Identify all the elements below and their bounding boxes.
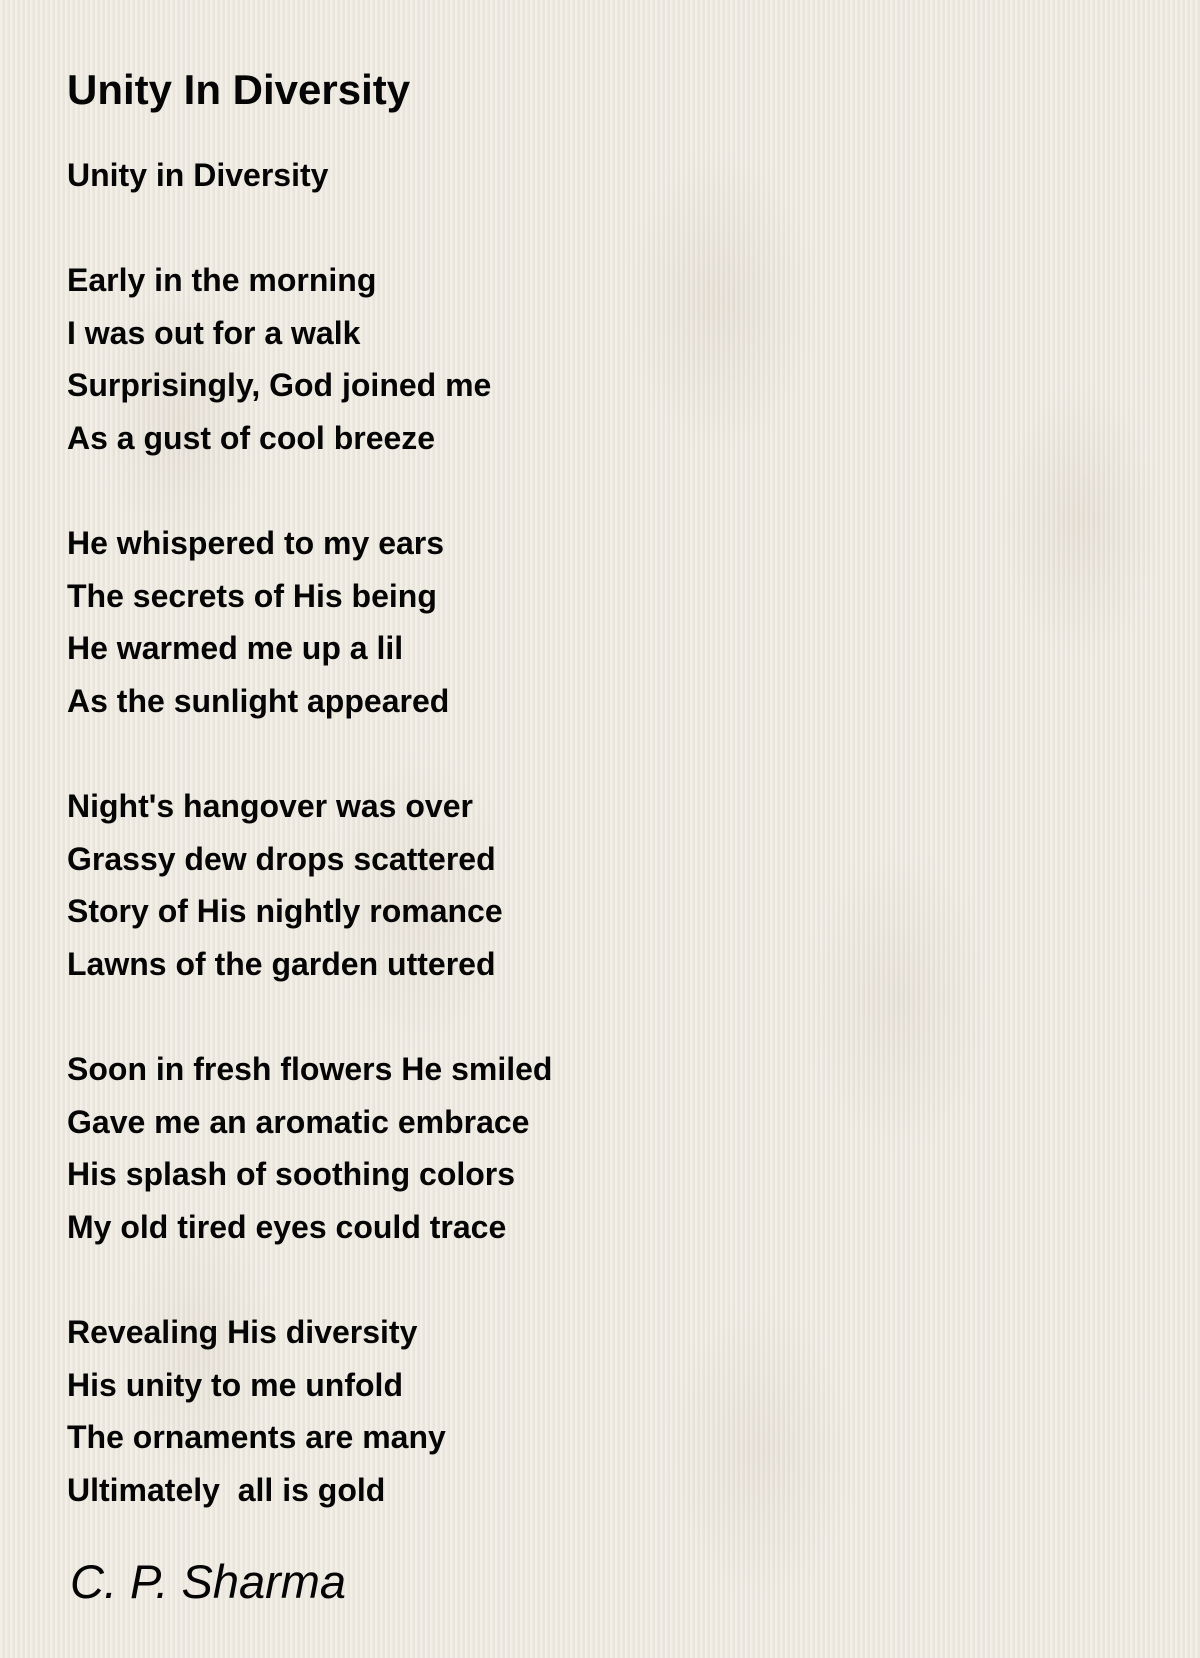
poem-line: Grassy dew drops scattered — [67, 840, 496, 877]
poem-line: Revealing His diversity — [67, 1314, 418, 1351]
stanza — [67, 517, 552, 727]
author-name: C. P. Sharma — [70, 1555, 347, 1608]
poem-line: Night's hangover was over — [67, 788, 473, 825]
poem-line: Surprisingly, God joined me — [67, 367, 492, 404]
poem-line: As the sunlight appeared — [67, 682, 450, 719]
poem-title: Unity In Diversity — [67, 66, 411, 113]
stanza — [67, 780, 552, 990]
stanzas — [67, 202, 552, 1517]
stanza-gap — [67, 465, 552, 518]
poem-line: Soon in fresh flowers He smiled — [67, 1051, 553, 1088]
stanza-gap — [67, 1253, 552, 1306]
stanza-gap — [67, 728, 552, 781]
poem-body — [67, 149, 552, 1516]
stanza — [67, 254, 552, 464]
poem-line: I was out for a walk — [67, 314, 361, 351]
poem-line: His splash of soothing colors — [67, 1156, 516, 1193]
stanza — [67, 1043, 552, 1253]
poem-line: He warmed me up a lil — [67, 630, 404, 667]
poem-line: The secrets of His being — [67, 577, 437, 614]
poem-line: His unity to me unfold — [67, 1366, 403, 1403]
stanza-gap — [67, 991, 552, 1044]
poem-line: Gave me an aromatic embrace — [67, 1103, 530, 1140]
poem-line: Ultimately all is gold — [67, 1471, 386, 1508]
poem-line: My old tired eyes could trace — [67, 1208, 507, 1245]
poem-line: The ornaments are many — [67, 1419, 446, 1456]
poem-line: He whispered to my ears — [67, 525, 445, 562]
stanza-gap — [67, 202, 552, 255]
poem-line: Lawns of the garden uttered — [67, 945, 496, 982]
poem-line: As a gust of cool breeze — [67, 419, 436, 456]
poem-line: Story of His nightly romance — [67, 893, 503, 930]
stanza — [67, 1306, 552, 1516]
poem-line: Early in the morning — [67, 262, 377, 299]
poem-heading: Unity in Diversity — [67, 157, 329, 193]
